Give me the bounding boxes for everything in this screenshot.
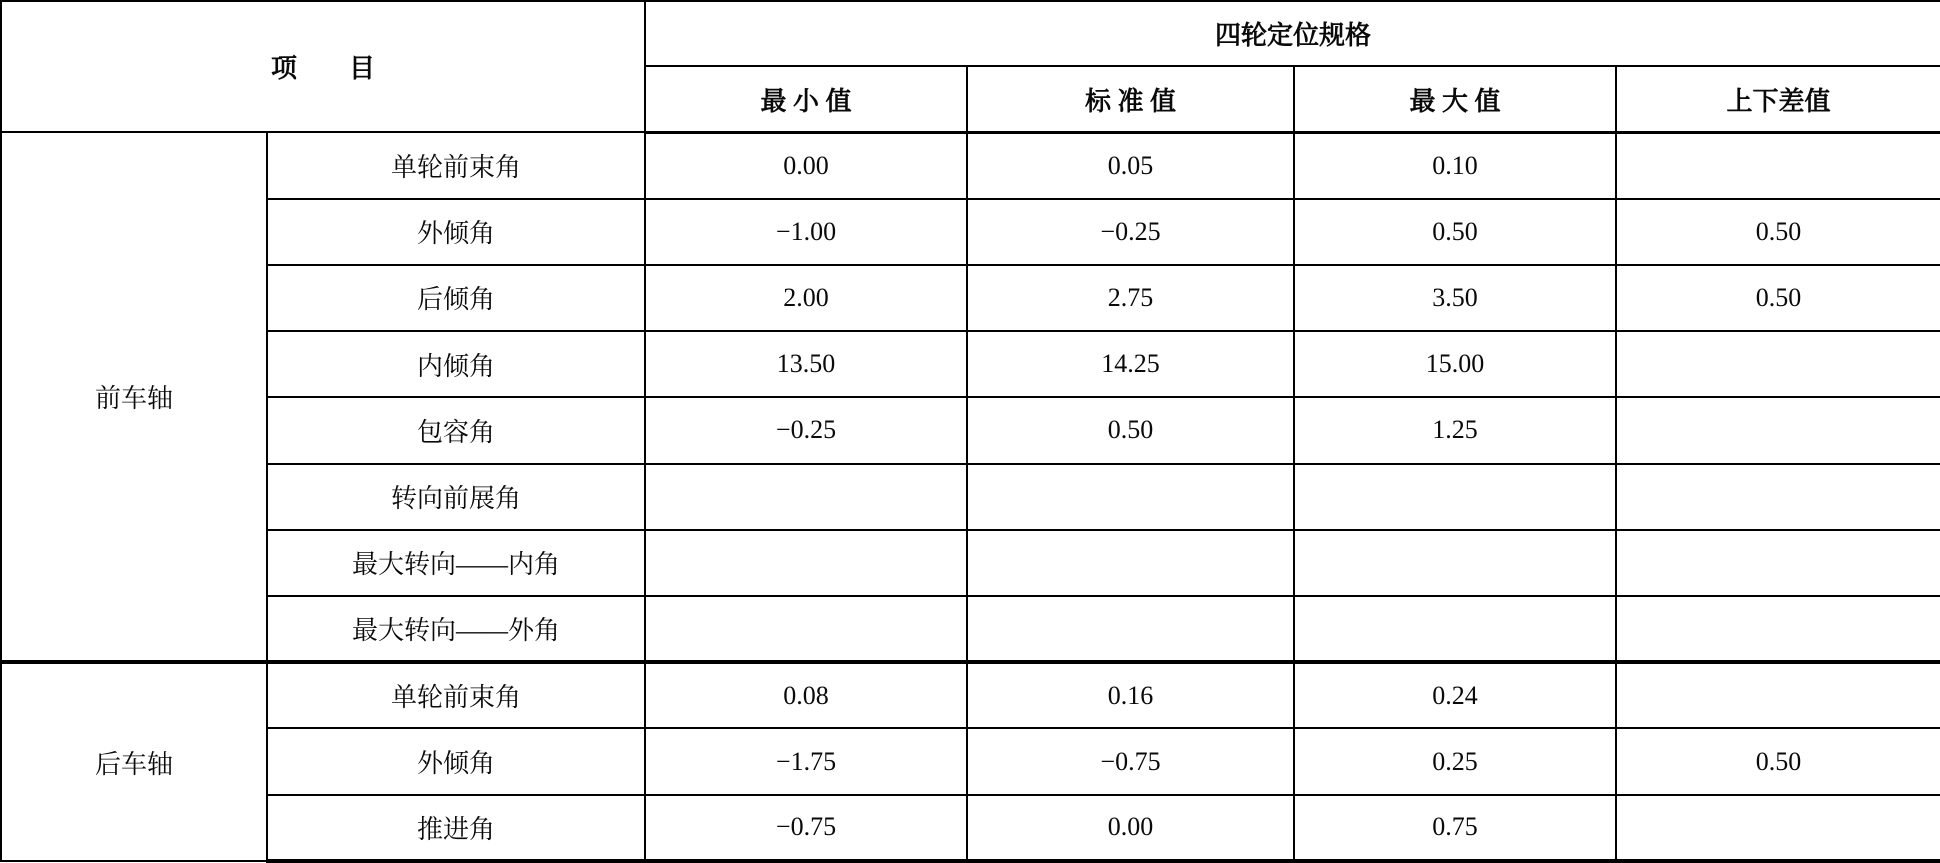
value-cell-max: 3.50 [1294,265,1616,331]
item-cell: 单轮前束角 [267,132,645,198]
value-cell-std: 0.50 [967,397,1294,463]
value-cell-max: 0.24 [1294,662,1616,728]
item-cell: 最大转向——外角 [267,596,645,662]
value-cell-diff [1616,662,1940,728]
value-cell-min: −1.75 [645,728,967,794]
col-header-std: 标 准 值 [967,66,1294,132]
value-cell-diff [1616,596,1940,662]
header-spec-group-label: 四轮定位规格 [645,1,1940,66]
value-cell-std: 0.00 [967,795,1294,861]
value-cell-max [1294,596,1616,662]
value-cell-std: 0.16 [967,662,1294,728]
item-cell: 最大转向——内角 [267,530,645,596]
value-cell-max: 15.00 [1294,331,1616,397]
value-cell-diff: 0.50 [1616,199,1940,265]
value-cell-max: 0.50 [1294,199,1616,265]
item-cell: 外倾角 [267,728,645,794]
value-cell-min [645,530,967,596]
value-cell-diff [1616,795,1940,861]
value-cell-min: −0.75 [645,795,967,861]
value-cell-min: 2.00 [645,265,967,331]
value-cell-max [1294,530,1616,596]
value-cell-std [967,464,1294,530]
value-cell-std [967,596,1294,662]
item-cell: 推进角 [267,795,645,861]
value-cell-std: −0.75 [967,728,1294,794]
item-cell: 后倾角 [267,265,645,331]
value-cell-min: 13.50 [645,331,967,397]
value-cell-std: −0.25 [967,199,1294,265]
value-cell-min: 0.08 [645,662,967,728]
value-cell-diff [1616,331,1940,397]
item-cell: 外倾角 [267,199,645,265]
value-cell-min [645,596,967,662]
value-cell-diff [1616,530,1940,596]
value-cell-max: 0.75 [1294,795,1616,861]
item-cell: 包容角 [267,397,645,463]
value-cell-max: 0.25 [1294,728,1616,794]
item-cell: 单轮前束角 [267,662,645,728]
value-cell-min [645,464,967,530]
col-header-max: 最 大 值 [1294,66,1616,132]
value-cell-diff [1616,132,1940,198]
item-cell: 转向前展角 [267,464,645,530]
value-cell-diff [1616,464,1940,530]
value-cell-max: 1.25 [1294,397,1616,463]
value-cell-diff: 0.50 [1616,265,1940,331]
value-cell-max: 0.10 [1294,132,1616,198]
axle-group-rear: 后车轴 [1,662,267,861]
value-cell-diff [1616,397,1940,463]
value-cell-max [1294,464,1616,530]
value-cell-diff: 0.50 [1616,728,1940,794]
value-cell-min: −0.25 [645,397,967,463]
col-header-diff: 上下差值 [1616,66,1940,132]
value-cell-std: 0.05 [967,132,1294,198]
value-cell-min: −1.00 [645,199,967,265]
value-cell-std [967,530,1294,596]
value-cell-std: 14.25 [967,331,1294,397]
axle-group-front: 前车轴 [1,132,267,662]
value-cell-std: 2.75 [967,265,1294,331]
col-header-min: 最 小 值 [645,66,967,132]
item-cell: 内倾角 [267,331,645,397]
value-cell-min: 0.00 [645,132,967,198]
header-item-label: 项 目 [1,1,645,132]
